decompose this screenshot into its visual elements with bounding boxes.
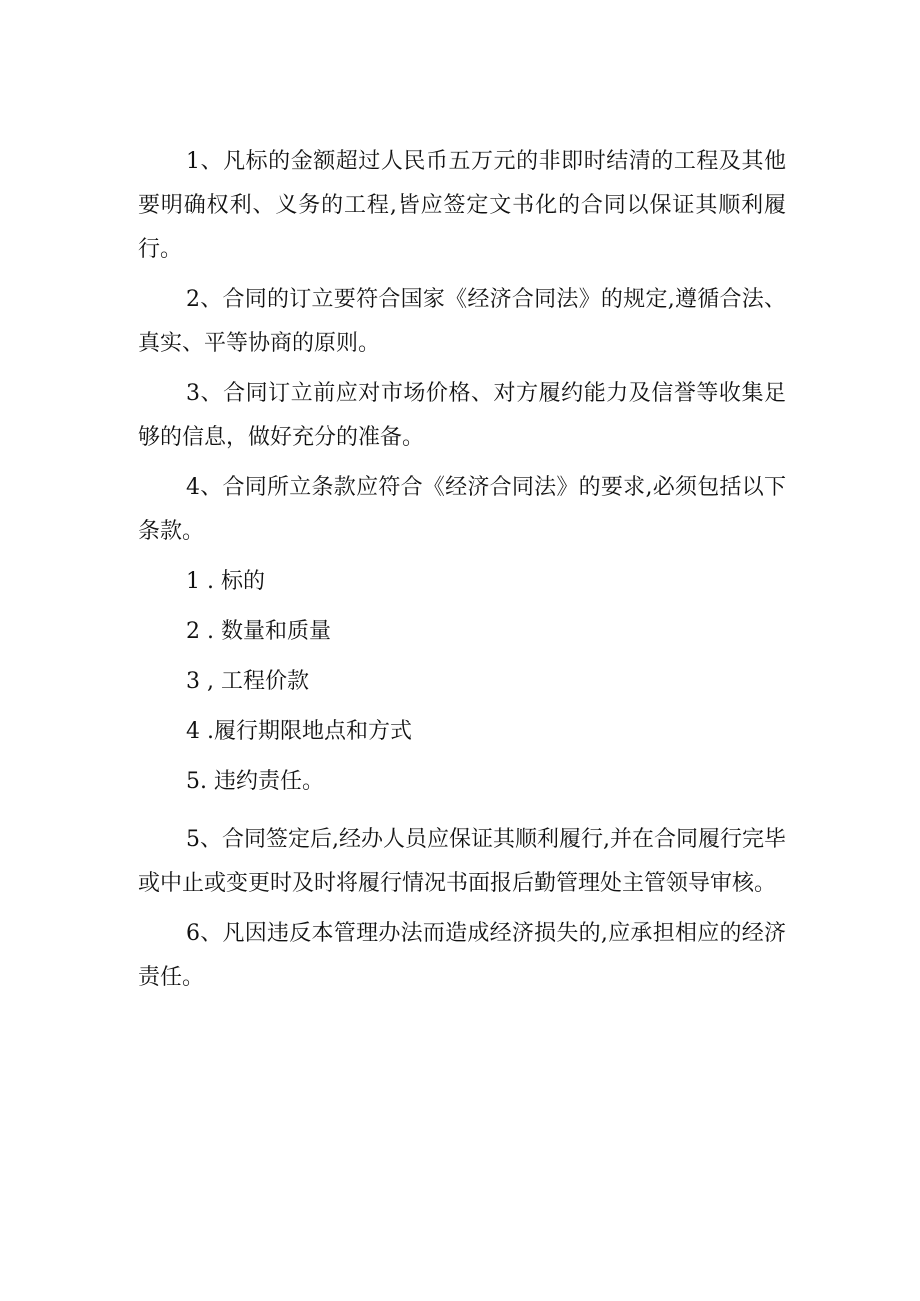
list-item: 5. 违约责任。 — [186, 769, 324, 794]
list-item: 4 .履行期限地点和方式 — [186, 719, 412, 744]
list-item: 1 . 标的 — [186, 569, 265, 594]
list-item: 3 , 工程价款 — [186, 669, 309, 694]
clause-5-paragraph: 5、合同签定后,经办人员应保证其顺利履行,并在合同履行完毕或中止或变更时及时将履行情况书面报后勤管理处主管领导审核。 — [138, 827, 786, 896]
clause-4-paragraph: 4、合同所立条款应符合《经济合同法》的要求,必须包括以下条款。 — [138, 475, 786, 544]
clause-6-paragraph: 6、凡因违反本管理办法而造成经济损失的,应承担相应的经济责任。 — [138, 921, 786, 990]
required-terms-list — [138, 560, 786, 804]
clause-2-paragraph: 2、合同的订立要符合国家《经济合同法》的规定,遵循合法、真实、平等协商的原则。 — [138, 287, 786, 356]
clause-1-paragraph: 1、凡标的金额超过人民币五万元的非即时结清的工程及其他要明确权利、义务的工程,皆应签定文书化的合同以保证其顺利履行。 — [138, 149, 786, 262]
clause-3-paragraph: 3、合同订立前应对市场价格、对方履约能力及信誉等收集足够的信息，做好充分的准备。 — [138, 381, 786, 450]
document-page — [138, 140, 786, 1006]
list-item: 2 . 数量和质量 — [186, 619, 331, 644]
